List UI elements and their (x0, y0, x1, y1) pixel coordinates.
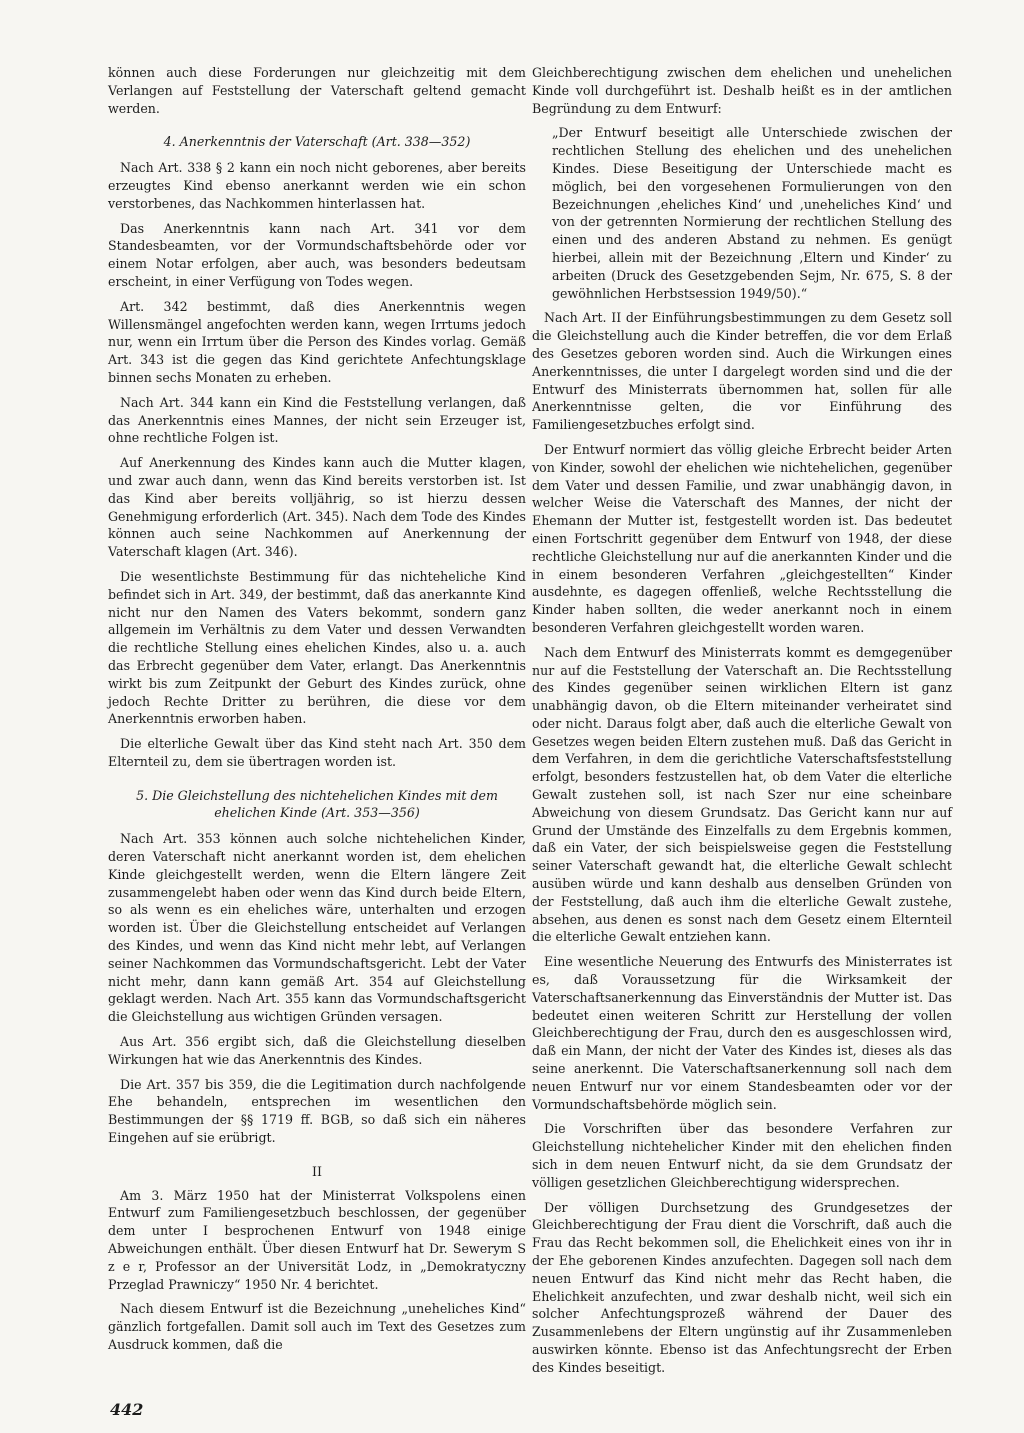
paragraph: Nach Art. 338 § 2 kann ein noch nicht geborenes, aber bereits erzeugtes Kind ebenso anerkannt werden wie ein schon verstorbenes, das Nachkommen hinterlassen hat. (108, 160, 526, 211)
paragraph: Die Vorschriften über das besondere Verfahren zur Gleichstellung nichtehelicher Kinder mit den ehelichen finden sich in dem neuen Entwurf nicht, da sie dem Grundsatz der völligen gesetzlichen Gleichberechtigung widersprechen. (532, 1121, 952, 1190)
left-column (108, 64, 526, 1361)
paragraph: Aus Art. 356 ergibt sich, daß die Gleichstellung dieselben Wirkungen hat wie das Anerkenntnis des Kindes. (108, 1034, 526, 1067)
section-heading: 5. Die Gleichstellung des nichtehelichen Kindes mit dem ehelichen Kinde (Art. 353—356) (136, 787, 498, 821)
paragraph: Nach Art. 344 kann ein Kind die Feststellung verlangen, daß das Anerkenntnis eines Mannes, der nicht sein Erzeuger ist, ohne rechtliche Folgen ist. (108, 394, 526, 446)
paragraph: Der völligen Durchsetzung des Grundgesetzes der Gleichberechtigung der Frau dient die Vorschrift, daß auch die Frau das Recht bekommen soll, die Ehelichkeit eines von ihr in der Ehe geborenen Kindes anzufechten. Dagegen soll nach dem neuen Entwurf das Kind nicht mehr das Recht haben, die Ehelichkeit anzufechten, und zwar deshalb nicht, weil sich ein solcher Anfechtungsprozeß während der Dauer des Zusammenlebens der Eltern ungünstig auf ihr Zusammenleben auswirken könnte. Ebenso ist das Anfechtungsrecht der Erben des Kindes beseitigt. (532, 1199, 952, 1375)
paragraph: Nach Art. 353 können auch solche nichtehelichen Kinder, deren Vaterschaft nicht anerkannt worden ist, dem ehelichen Kinde gleichgestellt werden, wenn die Eltern längere Zeit zusammengelebt haben oder wenn das Kind durch beide Eltern, so als wenn es ein eheliches wäre, unterhalten und erzogen worden ist. Über die Gleichstellung entscheidet auf Verlangen des Kindes, und wenn das Kind nicht mehr lebt, auf Verlangen seiner Nachkommen das Vormundschaftsgericht. Lebt der Vater nicht mehr, dann kann gemäß Art. 354 auf Gleichstellung geklagt werden. Nach Art. 355 kann das Vormundschaftsgericht die Gleichstellung aus wichtigen Gründen versagen. (108, 831, 526, 1025)
paragraph: Gleichberechtigung zwischen dem ehelichen und unehelichen Kinde voll durchgeführt ist. Deshalb heißt es in der amtlichen Begründung zu dem Entwurf: (532, 65, 952, 116)
paragraph: Die elterliche Gewalt über das Kind steht nach Art. 350 dem Elternteil zu, dem sie übertragen worden ist. (108, 736, 526, 769)
paragraph: Nach dem Entwurf des Ministerrats kommt es demgegenüber nur auf die Feststellung der Vaterschaft an. Die Rechtsstellung des Kindes gegenüber seinen wirklichen Eltern ist ganz unabhängig davon, ob die Eltern miteinander verheiratet sind oder nicht. Daraus folgt aber, daß auch die elterliche Gewalt von Gesetzes wegen beiden Eltern zustehen muß. Daß das Gericht in dem Verfahren, in dem die gerichtliche Vaterschaftsfeststellung erfolgt, besonders festzustellen hat, ob dem Vater die elterliche Gewalt zustehen soll, ist nach Szer nur eine scheinbare Abweichung von diesem Grundsatz. Das Gericht kann nur auf Grund der Umstände des Einzelfalls zu dem Ergebnis kommen, daß ein Vater, der sich beispielsweise gegen die Feststellung seiner Vaterschaft gewandt hat, die elterliche Gewalt schlecht ausüben würde und kann deshalb aus denselben Gründen von der Feststellung, daß auch ihm die elterliche Gewalt zustehe, absehen, aus denen es sonst nach dem Gesetz einem Elternteil die elterliche Gewalt entziehen kann. (532, 644, 952, 945)
paragraph: Die wesentlichste Bestimmung für das nichteheliche Kind befindet sich in Art. 349, der bestimmt, daß das anerkannte Kind nicht nur den Namen des Vaters bekommt, sondern ganz allgemein im Verhältnis zu dem Vater und dessen Verwandten die rechtliche Stellung eines ehelichen Kindes, also u. a. auch das Erbrecht gegenüber dem Vater, erlangt. Das Anerkenntnis wirkt bis zum Zeitpunkt der Geburt des Kindes zurück, ohne jedoch Rechte Dritter zu berühren, die diese vor dem Anerkenntnis erworben haben. (108, 568, 526, 727)
paragraph: können auch diese Forderungen nur gleichzeitig mit dem Verlangen auf Feststellung der Vaterschaft geltend gemacht werden. (108, 65, 526, 116)
block-quote: „Der Entwurf beseitigt alle Unterschiede zwischen der rechtlichen Stellung des ehelichen und des unehelichen Kindes. Diese Beseitigung der Unterschiede macht es möglich, bei den vorgesehenen Formulierungen von den Bezeichnungen ‚eheliches Kind‘ und ‚uneheliches Kind‘ und von der getrennten Normierung der rechtlichen Stellung des einen und des anderen Abstand zu nehmen. Es genügt hierbei, allein mit der Bezeichnung ‚Eltern und Kinder‘ zu arbeiten (Druck des Gesetzgebenden Sejm, Nr. 675, S. 8 der gewöhnlichen Herbstsession 1949/50).“ (552, 125, 952, 301)
paragraph: Das Anerkenntnis kann nach Art. 341 vor dem Standesbeamten, vor der Vormundschaftsbehörde oder vor einem Notar erfolgen, aber auch, was besonders bedeutsam erscheint, in einer Verfügung von Todes wegen. (108, 220, 526, 289)
paragraph: Nach diesem Entwurf ist die Bezeichnung „uneheliches Kind“ gänzlich fortgefallen. Damit soll auch im Text des Gesetzes zum Ausdruck kommen, daß die (108, 1301, 526, 1352)
paragraph: Art. 342 bestimmt, daß dies Anerkenntnis wegen Willensmängel angefochten werden kann, wegen Irrtums jedoch nur, wenn ein Irrtum über die Person des Kindes vorlag. Gemäß Art. 343 ist die gegen das Kind gerichtete Anfechtungsklage binnen sechs Monaten zu erheben. (108, 298, 526, 385)
paragraph: Die Art. 357 bis 359, die die Legitimation durch nachfolgende Ehe behandeln, entsprechen im wesentlichen den Bestimmungen der §§ 1719 ff. BGB, so daß sich ein näheres Eingehen auf sie erübrigt. (108, 1076, 526, 1146)
section-numeral: II (312, 1163, 322, 1179)
page-number: 442 (110, 1400, 144, 1419)
paragraph: Eine wesentliche Neuerung des Entwurfs des Ministerrates ist es, daß Voraussetzung für die Wirksamkeit der Vaterschaftsanerkennung das Einverständnis der Mutter ist. Das bedeutet einen weiteren Schritt zur Herstellung der vollen Gleichberechtigung der Frau, durch den es ausgeschlossen wird, daß ein Mann, der nicht der Vater des Kindes ist, dieses als das seine anerkennt. Die Vaterschaftsanerkennung soll nach dem neuen Entwurf nur vor einem Standesbeamten oder vor der Vormundschaftsbehörde möglich sein. (532, 954, 952, 1112)
paragraph: Auf Anerkennung des Kindes kann auch die Mutter klagen, und zwar auch dann, wenn das Kind bereits verstorben ist. Ist das Kind aber bereits volljährig, so ist hierzu dessen Genehmigung erforderlich (Art. 345). Nach dem Tode des Kindes können auch seine Nachkommen auf Anerkennung der Vaterschaft klagen (Art. 346). (108, 455, 526, 560)
right-column (532, 64, 952, 1384)
paragraph: Am 3. März 1950 hat der Ministerrat Volkspolens einen Entwurf zum Familiengesetzbuch beschlossen, der gegenüber dem unter I besprochenen Entwurf von 1948 einige Abweichungen enthält. Über diesen Entwurf hat Dr. Sewerym S z e r, Professor an der Universität Lodz, in „Demokratyczny Przeglad Prawniczy“ 1950 Nr. 4 berichtet. (108, 1187, 526, 1292)
paragraph: Der Entwurf normiert das völlig gleiche Erbrecht beider Arten von Kinder, sowohl der ehelichen wie nichtehelichen, gegenüber dem Vater und dessen Familie, und zwar unabhängig davon, in welcher Weise die Vaterschaft des Mannes, der nicht der Ehemann der Mutter ist, festgestellt worden ist. Das bedeutet einen Fortschritt gegenüber dem Entwurf von 1948, der diese rechtliche Gleichstellung nur auf die anerkannten Kinder und die in einem besonderen Verfahren „gleichgestellten“ Kinder ausdehnte, es dagegen offenließ, welche Rechtsstellung die Kinder haben sollten, die weder anerkannt noch in einem besonderen Verfahren gleichgestellt worden waren. (532, 441, 952, 635)
section-heading: 4. Anerkenntnis der Vaterschaft (Art. 338—352) (163, 134, 471, 150)
paragraph: Nach Art. II der Einführungsbestimmungen zu dem Gesetz soll die Gleichstellung auch die Kinder betreffen, die vor dem Erlaß des Gesetzes geboren worden sind. Auch die Wirkungen eines Anerkenntnisses, die unter I dargelegt worden sind und die der Entwurf des Ministerrats übernommen hat, sollen für alle Anerkenntnisse gelten, die vor Einführung des Familiengesetzbuches erfolgt sind. (532, 310, 952, 433)
